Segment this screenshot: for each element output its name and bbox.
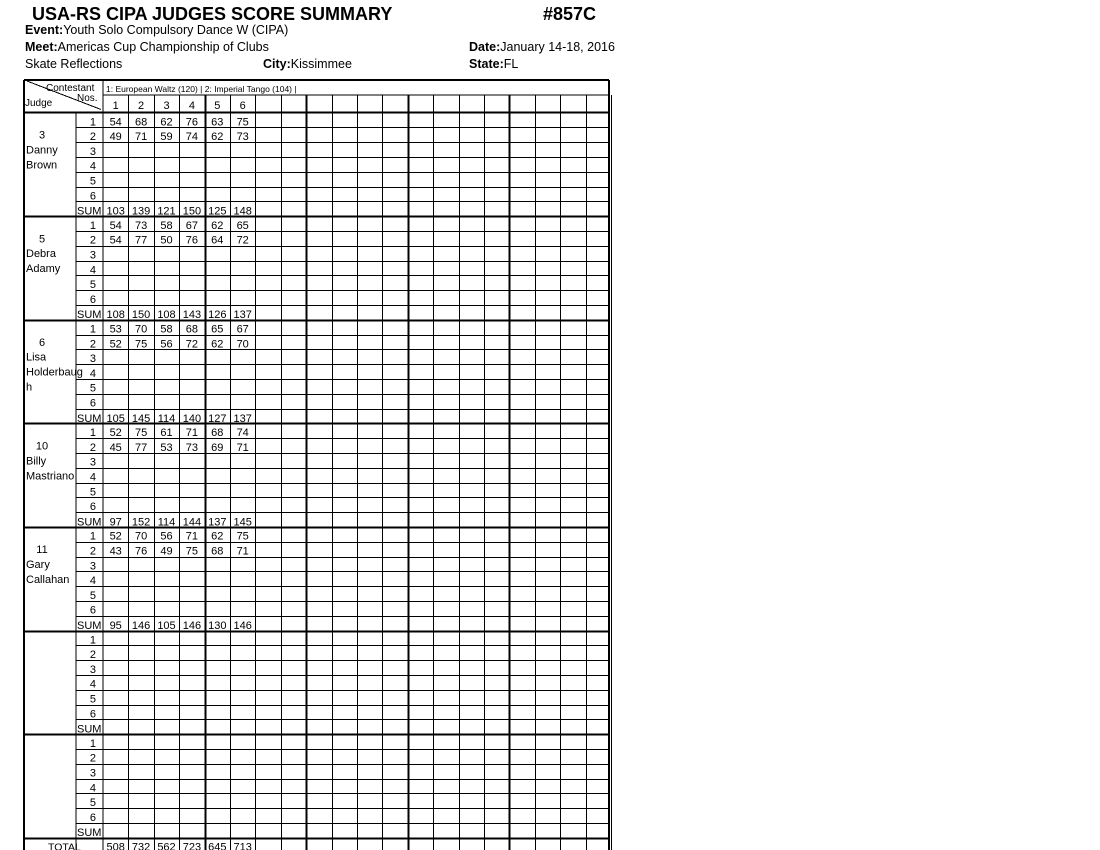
sum-label: SUM — [77, 620, 102, 632]
row-label: 4 — [89, 678, 96, 691]
score-cell: 71 — [134, 131, 148, 144]
score-cell: 71 — [236, 441, 249, 454]
judge-number: 3 — [38, 129, 46, 142]
score-cell: 73 — [236, 131, 249, 144]
row-label: 1 — [89, 323, 96, 336]
row-label: 6 — [89, 293, 96, 306]
sum-cell: 97 — [109, 516, 122, 529]
row-label: 3 — [89, 560, 96, 573]
score-cell: 71 — [185, 427, 199, 440]
row-label: 6 — [89, 708, 96, 721]
meet-value: Americas Cup Championship of Clubs — [57, 40, 269, 54]
score-cell: 62 — [160, 116, 173, 129]
total-cell: 508 — [106, 841, 125, 850]
score-cell: 76 — [134, 545, 148, 558]
row-label: 1 — [89, 116, 96, 129]
row-label: 6 — [89, 397, 96, 410]
row-label: 3 — [89, 663, 96, 676]
sum-cell: 150 — [131, 309, 151, 322]
score-cell: 65 — [236, 219, 249, 232]
score-cell: 52 — [109, 338, 122, 351]
date-value: January 14-18, 2016 — [500, 40, 615, 54]
score-cell: 56 — [160, 338, 173, 351]
row-label: 2 — [89, 131, 96, 144]
sum-cell: 152 — [131, 516, 151, 529]
sum-cell: 108 — [106, 309, 125, 322]
score-cell: 58 — [160, 219, 173, 232]
state-label: State: — [469, 57, 504, 71]
row-label: 2 — [89, 649, 96, 662]
score-cell: 50 — [160, 234, 173, 247]
score-cell: 52 — [109, 427, 122, 440]
state-value: FL — [503, 57, 519, 71]
sum-cell: 126 — [208, 309, 227, 322]
contestant-number: 3 — [163, 100, 170, 112]
row-label: 1 — [89, 530, 96, 543]
score-cell: 76 — [185, 116, 199, 129]
judge-name: h — [26, 381, 33, 394]
score-cell: 74 — [236, 427, 249, 440]
score-cell: 53 — [160, 441, 173, 454]
row-label: 6 — [89, 501, 96, 514]
city-value: Kissimmee — [290, 57, 352, 71]
score-cell: 75 — [134, 338, 148, 351]
judge-number: 11 — [36, 544, 48, 557]
contestant-number: 5 — [214, 100, 221, 112]
row-label: 4 — [89, 367, 96, 380]
judge-name: Debra — [26, 248, 56, 261]
row-label: 1 — [89, 737, 96, 750]
sum-cell: 145 — [131, 412, 151, 425]
contestant-label: Contestant — [46, 83, 95, 94]
sum-label: SUM — [77, 205, 102, 218]
score-cell: 65 — [211, 323, 224, 336]
score-cell: 54 — [109, 219, 122, 232]
score-cell: 74 — [185, 131, 199, 144]
sum-label: SUM — [77, 827, 102, 840]
city-label: City: — [263, 57, 291, 71]
row-label: 5 — [89, 693, 96, 706]
sum-label: SUM — [77, 516, 102, 529]
score-cell: 49 — [160, 545, 173, 558]
row-label: 5 — [89, 589, 96, 602]
total-cell: 732 — [131, 841, 151, 850]
row-label: 2 — [89, 545, 96, 558]
row-label: 3 — [89, 767, 96, 780]
date-label: Date: — [469, 40, 501, 54]
contestant-number: 4 — [188, 100, 195, 112]
score-cell: 64 — [211, 234, 224, 247]
score-cell: 68 — [134, 116, 148, 129]
row-label: 3 — [89, 456, 96, 469]
score-cell: 77 — [134, 441, 148, 454]
score-cell: 62 — [211, 219, 224, 232]
club-name: Skate Reflections — [25, 57, 123, 71]
sum-cell: 130 — [208, 620, 227, 632]
score-cell: 58 — [160, 323, 173, 336]
sum-label: SUM — [77, 309, 102, 322]
sum-cell: 146 — [131, 620, 151, 632]
score-cell: 59 — [160, 131, 173, 144]
row-label: 2 — [89, 441, 96, 454]
row-label: 2 — [89, 752, 96, 765]
contestant-number: 2 — [138, 100, 145, 112]
row-label: 5 — [89, 382, 96, 395]
sum-cell: 148 — [233, 205, 252, 218]
sum-cell: 145 — [233, 516, 252, 529]
score-cell: 53 — [109, 323, 122, 336]
meet-label: Meet: — [25, 40, 58, 54]
judge-name: Gary — [26, 558, 50, 571]
row-label: 4 — [89, 471, 96, 484]
score-cell: 56 — [160, 530, 173, 543]
judge-name: Brown — [26, 159, 58, 172]
score-cell: 62 — [211, 131, 224, 144]
row-label: 5 — [89, 175, 96, 188]
score-cell: 69 — [211, 441, 224, 454]
sum-cell: 95 — [109, 620, 122, 632]
contestant-number: 6 — [239, 100, 246, 112]
judge-name: Callahan — [26, 573, 70, 586]
sum-cell: 140 — [182, 412, 202, 425]
score-cell: 77 — [134, 234, 148, 247]
row-label: 4 — [89, 575, 96, 588]
sum-cell: 137 — [233, 412, 252, 425]
score-cell: 61 — [160, 427, 173, 440]
row-label: 1 — [89, 427, 96, 440]
total-cell: 645 — [208, 841, 227, 850]
sum-cell: 125 — [208, 205, 227, 218]
score-cell: 72 — [236, 234, 249, 247]
row-label: 6 — [89, 811, 96, 824]
row-label: 4 — [89, 160, 96, 173]
event-label: Event: — [25, 23, 64, 37]
row-label: 3 — [89, 249, 96, 262]
score-cell: 52 — [109, 530, 122, 543]
sum-cell: 121 — [157, 205, 176, 218]
sum-cell: 144 — [182, 516, 202, 529]
row-label: 6 — [89, 604, 96, 617]
summary-number: #857C — [543, 4, 597, 24]
judge-name: Danny — [26, 144, 58, 157]
score-cell: 62 — [211, 338, 224, 351]
sum-cell: 105 — [106, 412, 125, 425]
row-label: 5 — [89, 797, 96, 810]
contestant-number: 1 — [112, 100, 119, 112]
score-cell: 75 — [185, 545, 199, 558]
judge-label: Judge — [25, 98, 53, 109]
score-cell: 68 — [211, 545, 224, 558]
sum-cell: 146 — [233, 620, 252, 632]
total-cell: 713 — [233, 841, 252, 850]
score-cell: 75 — [236, 530, 249, 543]
row-label: 4 — [89, 264, 96, 277]
score-cell: 43 — [109, 545, 122, 558]
nos-label: Nos. — [77, 93, 98, 104]
page-title: USA-RS CIPA JUDGES SCORE SUMMARY — [32, 4, 393, 24]
score-cell: 70 — [134, 323, 148, 336]
score-cell: 67 — [236, 323, 249, 336]
event-value: Youth Solo Compulsory Dance W (CIPA) — [63, 23, 289, 37]
total-label: TOTAL — [48, 841, 81, 850]
judge-number: 5 — [38, 233, 46, 246]
sum-cell: 105 — [157, 620, 176, 632]
judge-name: Mastriano — [26, 470, 75, 483]
row-label: 1 — [89, 219, 96, 232]
row-label: 1 — [89, 634, 96, 647]
sum-cell: 143 — [182, 309, 202, 322]
judge-number: 6 — [38, 336, 46, 349]
sum-cell: 150 — [182, 205, 202, 218]
sum-cell: 139 — [131, 205, 151, 218]
row-label: 4 — [89, 782, 96, 795]
judge-name: Holderbaug — [26, 366, 83, 379]
row-label: 2 — [89, 234, 96, 247]
score-cell: 73 — [185, 441, 199, 454]
score-cell: 45 — [109, 441, 122, 454]
score-cell: 68 — [185, 323, 199, 336]
score-cell: 76 — [185, 234, 199, 247]
score-cell: 67 — [185, 219, 199, 232]
sum-cell: 137 — [233, 309, 252, 322]
score-cell: 75 — [236, 116, 249, 129]
sum-cell: 146 — [182, 620, 202, 632]
score-cell: 54 — [109, 116, 122, 129]
row-label: 5 — [89, 486, 96, 499]
row-label: 3 — [89, 353, 96, 366]
score-cell: 75 — [134, 427, 148, 440]
score-cell: 62 — [211, 530, 224, 543]
score-cell: 54 — [109, 234, 122, 247]
row-label: 6 — [89, 190, 96, 203]
score-cell: 68 — [211, 427, 224, 440]
sum-cell: 103 — [106, 205, 125, 218]
total-cell: 723 — [182, 841, 202, 850]
score-cell: 73 — [134, 219, 148, 232]
sum-cell: 108 — [157, 309, 176, 322]
judge-name: Lisa — [26, 351, 47, 364]
sum-cell: 137 — [208, 516, 227, 529]
sum-cell: 114 — [157, 412, 176, 425]
row-label: 5 — [89, 279, 96, 292]
judge-number: 10 — [35, 440, 49, 453]
score-cell: 71 — [236, 545, 249, 558]
row-label: 3 — [89, 145, 96, 158]
score-cell: 72 — [185, 338, 199, 351]
sum-cell: 114 — [157, 516, 176, 529]
dance-list: 1: European Waltz (120) | 2: Imperial Tango (104) | — [106, 84, 297, 94]
score-cell: 49 — [109, 131, 122, 144]
sum-label: SUM — [77, 412, 102, 425]
sum-label: SUM — [77, 723, 102, 736]
judge-name: Billy — [26, 455, 47, 468]
total-cell: 562 — [157, 841, 176, 850]
score-cell: 71 — [185, 530, 199, 543]
score-cell: 63 — [211, 116, 224, 129]
score-cell: 70 — [236, 338, 249, 351]
score-cell: 70 — [134, 530, 148, 543]
judge-name: Adamy — [26, 263, 61, 276]
row-label: 2 — [89, 338, 96, 351]
sum-cell: 127 — [208, 412, 227, 425]
